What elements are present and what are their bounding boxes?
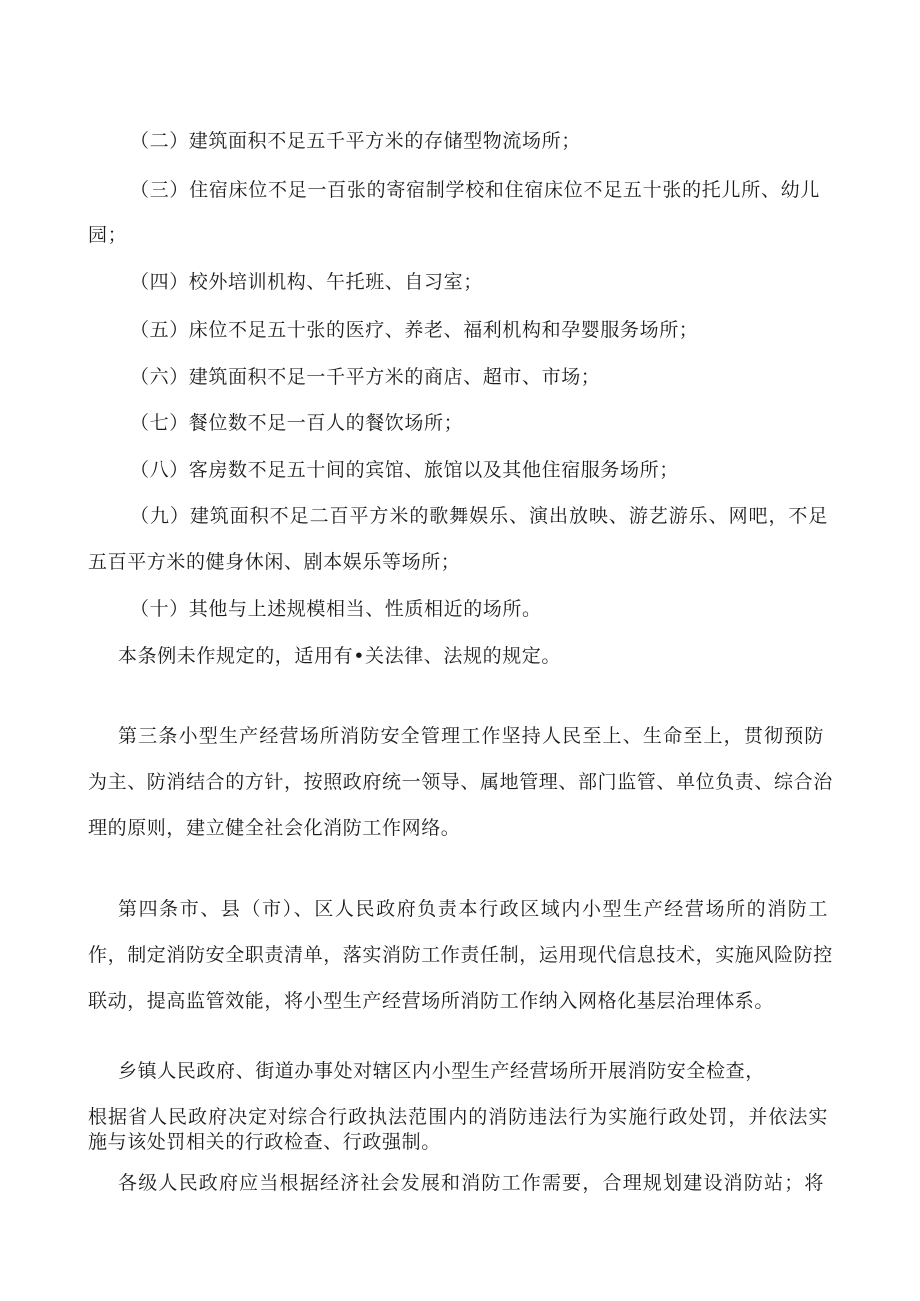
list-item-6: （六）建筑面积不足一千平方米的商店、超市、市场； xyxy=(130,366,601,388)
article-3-line-3: 理的原则，建立健全社会化消防工作网络。 xyxy=(88,817,461,839)
list-item-8: （八）客房数不足五十间的宾馆、旅馆以及其他住宿服务场所； xyxy=(130,459,679,481)
list-item-10: （十）其他与上述规模相当、性质相近的场所。 xyxy=(130,598,542,620)
list-item-3-line-2: 园； xyxy=(88,224,128,246)
list-item-9-line-2: 五百平方米的健身休闲、剧本娱乐等场所； xyxy=(88,551,461,573)
list-item-9-line-1: （九）建筑面积不足二百平方米的歌舞娱乐、演出放映、游艺游乐、网吧，不足 xyxy=(130,505,828,527)
list-item-5: （五）床位不足五十张的医疗、养老、福利机构和孕婴服务场所； xyxy=(130,319,699,341)
article-4-p2-line-2: 根据省人民政府决定对综合行政执法范围内的消防违法行为实施行政处罚，并依法实 xyxy=(88,1106,828,1128)
supplementary-provision: 本条例未作规定的，适用有•关法律、法规的规定。 xyxy=(118,645,562,667)
list-item-7: （七）餐位数不足一百人的餐饮场所； xyxy=(130,412,464,434)
article-4-p2-line-3: 施与该处罚相关的行政检查、行政强制。 xyxy=(88,1131,441,1153)
article-3-line-1: 第三条小型生产经营场所消防安全管理工作坚持人民至上、生命至上，贯彻预防 xyxy=(118,725,824,747)
article-4-p2-line-1: 乡镇人民政府、街道办事处对辖区内小型生产经营场所开展消防安全检查， xyxy=(118,1060,765,1082)
article-4-p1-line-3: 联动，提高监管效能，将小型生产经营场所消防工作纳入网格化基层治理体系。 xyxy=(88,990,775,1012)
article-4-p3-line-1: 各级人民政府应当根据经济社会发展和消防工作需要，合理规划建设消防站；将 xyxy=(118,1172,824,1194)
article-4-p1-line-2: 作，制定消防安全职责清单，落实消防工作责任制，运用现代信息技术，实施风险防控 xyxy=(88,944,833,966)
article-3-line-2: 为主、防消结合的方针，按照政府统一领导、属地管理、部门监管、单位负责、综合治 xyxy=(88,771,833,793)
list-item-4: （四）校外培训机构、午托班、自习室； xyxy=(130,271,483,293)
list-item-2: （二）建筑面积不足五千平方米的存储型物流场所； xyxy=(130,130,581,152)
list-item-3-line-1: （三）住宿床位不足一百张的寄宿制学校和住宿床位不足五十张的托儿所、幼儿 xyxy=(130,179,820,201)
article-4-p1-line-1: 第四条市、县（市）、区人民政府负责本行政区域内小型生产经营场所的消防工 xyxy=(118,898,828,920)
